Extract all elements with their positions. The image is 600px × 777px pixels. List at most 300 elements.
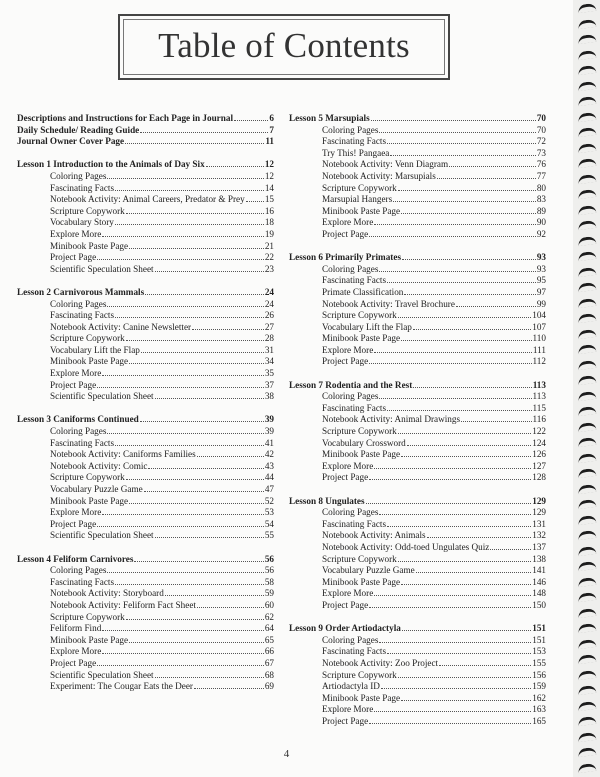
dot-leader: [155, 391, 264, 399]
toc-entry: [17, 461, 274, 473]
toc-section-heading: [289, 113, 546, 125]
dot-leader: [366, 496, 532, 504]
spiral-binding: [573, 0, 600, 777]
dot-leader: [97, 252, 264, 260]
spiral-coil: [578, 282, 597, 292]
toc-entry: [289, 646, 546, 658]
spiral-coil: [578, 747, 597, 757]
toc-entry-label: Lesson 3 Caniforms Continued: [17, 414, 139, 425]
toc-page-number: 151: [532, 623, 546, 634]
toc-page-number: 22: [264, 252, 274, 263]
dot-leader: [246, 194, 264, 202]
section-spacer: [289, 241, 546, 253]
toc-entry-label: Explore More: [322, 217, 374, 228]
toc-entry-label: Notebook Activity: Animal Drawings: [322, 414, 461, 425]
toc-entry-label: Explore More: [322, 344, 374, 355]
toc-page-number: 110: [532, 333, 546, 344]
toc-section-heading: [17, 159, 274, 171]
toc-entry-label: Fascinating Facts: [50, 182, 115, 193]
spiral-coil: [578, 313, 597, 323]
toc-entry: [289, 519, 546, 531]
spiral-coil: [578, 127, 597, 137]
dot-leader: [197, 449, 264, 457]
toc-entry-label: Notebook Activity: Odd-toed Ungulates Quiz: [322, 541, 490, 552]
toc-entry: [289, 507, 546, 519]
toc-entry-label: Scripture Copywork: [322, 310, 397, 321]
toc-entry-label: Fascinating Facts: [322, 518, 387, 529]
toc-section-heading: [17, 287, 274, 299]
toc-entry: [17, 472, 274, 484]
toc-entry-label: Lesson 7 Rodentia and the Rest: [289, 379, 413, 390]
dot-leader: [155, 670, 264, 678]
toc-entry-label: Artiodactyla ID: [322, 681, 380, 692]
dot-leader: [456, 299, 536, 307]
toc-page-number: 146: [532, 576, 546, 587]
spiral-coil: [578, 297, 597, 307]
toc-section-heading: [17, 136, 274, 148]
dot-leader: [369, 716, 531, 724]
dot-leader: [129, 635, 264, 643]
dot-leader: [437, 171, 536, 179]
toc-page-number: 23: [264, 263, 274, 274]
toc-entry-label: Vocabulary Puzzle Game: [322, 565, 415, 576]
dot-leader: [401, 693, 531, 701]
spiral-coil: [578, 545, 597, 555]
toc-right-column: [289, 113, 546, 727]
section-spacer: [17, 403, 274, 415]
toc-page-number: 31: [264, 344, 274, 355]
dot-leader: [379, 264, 535, 272]
section-spacer: [17, 148, 274, 160]
spiral-coil: [578, 468, 597, 478]
toc-entry-label: Coloring Pages: [322, 634, 379, 645]
toc-entry-label: Minibook Paste Page: [50, 356, 129, 367]
toc-entry: [289, 125, 546, 137]
toc-entry-label: Notebook Activity: Animal Careers, Predator & Prey: [50, 194, 245, 205]
toc-entry: [289, 136, 546, 148]
toc-entry-label: Scientific Speculation Sheet: [50, 530, 154, 541]
spiral-coil: [578, 406, 597, 416]
toc-entry: [289, 275, 546, 287]
toc-entry-label: Primate Classification: [322, 286, 404, 297]
toc-entry-label: Coloring Pages: [322, 507, 379, 518]
toc-entry: [17, 612, 274, 624]
dot-leader: [140, 125, 268, 133]
dot-leader: [369, 356, 531, 364]
dot-leader: [140, 414, 264, 422]
toc-entry: [17, 565, 274, 577]
dot-leader: [369, 600, 531, 608]
dot-leader: [194, 681, 264, 689]
toc-entry: [289, 681, 546, 693]
section-spacer: [289, 612, 546, 624]
toc-page-number: 95: [536, 275, 546, 286]
toc-page-number: 28: [264, 333, 274, 344]
toc-page-number: 128: [532, 472, 546, 483]
dot-leader: [115, 217, 264, 225]
spiral-coil: [578, 375, 597, 385]
toc-entry: [17, 241, 274, 253]
toc-page-number: 39: [264, 414, 274, 425]
toc-entry-label: Lesson 2 Carnivorous Mammals: [17, 286, 145, 297]
toc-page-number: 62: [264, 611, 274, 622]
toc-page-number: 18: [264, 217, 274, 228]
toc-entry: [289, 600, 546, 612]
toc-page-number: 148: [532, 588, 546, 599]
dot-leader: [126, 206, 264, 214]
dot-leader: [439, 658, 531, 666]
toc-page-number: 64: [264, 623, 274, 634]
title-frame: [118, 14, 450, 80]
dot-leader: [387, 519, 531, 527]
dot-leader: [374, 588, 531, 596]
toc-entry: [17, 229, 274, 241]
spiral-coil: [578, 530, 597, 540]
dot-leader: [197, 600, 264, 608]
toc-page-number: 24: [264, 298, 274, 309]
dot-leader: [398, 670, 531, 678]
toc-entry: [289, 426, 546, 438]
toc-page-number: 80: [536, 182, 546, 193]
toc-page-number: 56: [264, 565, 274, 576]
toc-page-number: 111: [532, 344, 546, 355]
toc-entry-label: Scripture Copywork: [50, 333, 125, 344]
dot-leader: [379, 125, 535, 133]
spiral-coil: [578, 3, 597, 13]
toc-entry: [17, 299, 274, 311]
toc-entry: [289, 403, 546, 415]
toc-entry-label: Minibook Paste Page: [50, 495, 129, 506]
toc-entry: [17, 530, 274, 542]
toc-entry: [289, 333, 546, 345]
spiral-coil: [578, 437, 597, 447]
dot-leader: [97, 380, 264, 388]
toc-entry: [289, 299, 546, 311]
toc-entry-label: Project Page: [322, 356, 369, 367]
dot-leader: [141, 345, 264, 353]
dot-leader: [134, 554, 263, 562]
dot-leader: [371, 113, 536, 121]
toc-section-heading: [289, 252, 546, 264]
dot-leader: [97, 658, 264, 666]
spiral-coil: [578, 638, 597, 648]
dot-leader: [398, 554, 531, 562]
toc-entry-label: Fascinating Facts: [322, 136, 387, 147]
toc-entry-label: Vocabulary Lift the Flap: [322, 321, 412, 332]
dot-leader: [102, 368, 264, 376]
toc-page-number: 66: [264, 646, 274, 657]
dot-leader: [102, 623, 264, 631]
dot-leader: [129, 241, 264, 249]
toc-entry: [17, 310, 274, 322]
toc-entry-label: Project Page: [50, 252, 97, 263]
toc-page-number: 21: [264, 240, 274, 251]
toc-page-number: 93: [536, 252, 546, 263]
toc-entry: [289, 391, 546, 403]
toc-entry: [17, 519, 274, 531]
toc-entry: [17, 600, 274, 612]
toc-entry-label: Vocabulary Story: [50, 217, 114, 228]
toc-entry-label: Fascinating Facts: [322, 402, 387, 413]
toc-entry: [289, 183, 546, 195]
toc-entry: [17, 322, 274, 334]
dot-leader: [97, 519, 264, 527]
toc-entry: [17, 646, 274, 658]
toc-entry: [17, 623, 274, 635]
spiral-coil: [578, 49, 597, 59]
dot-leader: [234, 113, 268, 121]
dot-leader: [107, 299, 263, 307]
toc-entry: [289, 461, 546, 473]
toc-page-number: 97: [536, 286, 546, 297]
toc-page-number: 116: [532, 414, 546, 425]
toc-page-number: 124: [532, 437, 546, 448]
spiral-coil: [578, 235, 597, 245]
toc-page-number: 138: [532, 553, 546, 564]
toc-entry: [289, 588, 546, 600]
toc-page-number: 156: [532, 669, 546, 680]
toc-page-number: 113: [532, 379, 546, 390]
toc-entry: [289, 345, 546, 357]
dot-leader: [402, 623, 531, 631]
dot-leader: [402, 252, 536, 260]
toc-entry-label: Notebook Activity: Canine Newsletter: [50, 321, 192, 332]
dot-leader: [374, 345, 532, 353]
toc-entry: [17, 507, 274, 519]
dot-leader: [490, 542, 531, 550]
toc-entry-label: Explore More: [322, 460, 374, 471]
dot-leader: [387, 275, 536, 283]
toc-page-number: 113: [532, 391, 546, 402]
toc-entry: [289, 206, 546, 218]
toc-entry: [289, 148, 546, 160]
spiral-coil: [578, 685, 597, 695]
toc-page-number: 14: [264, 182, 274, 193]
toc-entry: [289, 322, 546, 334]
toc-page-number: 107: [532, 321, 546, 332]
dot-leader: [144, 484, 264, 492]
dot-leader: [416, 565, 532, 573]
spiral-coil: [578, 452, 597, 462]
toc-page-number: 92: [536, 228, 546, 239]
toc-page-number: 12: [264, 170, 274, 181]
toc-page-number: 53: [264, 507, 274, 518]
spiral-coil: [578, 762, 597, 772]
toc-entry-label: Notebook Activity: Feliform Fact Sheet: [50, 599, 196, 610]
toc-page-number: 24: [264, 286, 274, 297]
toc-entry: [289, 356, 546, 368]
toc-entry-label: Project Page: [50, 657, 97, 668]
dot-leader: [401, 333, 531, 341]
toc-page-number: 104: [532, 310, 546, 321]
spiral-coil: [578, 561, 597, 571]
toc-section-heading: [17, 414, 274, 426]
toc-page-number: 54: [264, 518, 274, 529]
spiral-coil: [578, 421, 597, 431]
toc-entry: [17, 391, 274, 403]
toc-entry: [289, 658, 546, 670]
toc-entry-label: Coloring Pages: [322, 391, 379, 402]
toc-entry-label: Project Page: [322, 228, 369, 239]
toc-entry-label: Lesson 1 Introduction to the Animals of Day Six: [17, 159, 205, 170]
toc-page-number: 39: [264, 426, 274, 437]
toc-entry-label: Experiment: The Cougar Eats the Deer: [50, 681, 193, 692]
toc-entry-label: Explore More: [322, 588, 374, 599]
dot-leader: [155, 264, 264, 272]
dot-leader: [427, 530, 532, 538]
toc-entry: [289, 229, 546, 241]
toc-page-number: 90: [536, 217, 546, 228]
toc-page-number: 19: [264, 228, 274, 239]
toc-page-number: 15: [264, 194, 274, 205]
toc-entry: [289, 635, 546, 647]
toc-entry-label: Scripture Copywork: [50, 611, 125, 622]
dot-leader: [107, 426, 263, 434]
toc-page-number: 43: [264, 460, 274, 471]
toc-page-number: 155: [532, 657, 546, 668]
spiral-coil: [578, 623, 597, 633]
dot-leader: [102, 229, 264, 237]
dot-leader: [115, 310, 264, 318]
dot-leader: [115, 438, 264, 446]
toc-entry: [17, 426, 274, 438]
spiral-coil: [578, 18, 597, 28]
toc-page-number: 72: [536, 136, 546, 147]
dot-leader: [145, 287, 264, 295]
toc-entry: [17, 345, 274, 357]
toc-section-heading: [289, 496, 546, 508]
dot-leader: [102, 646, 264, 654]
toc-entry: [17, 171, 274, 183]
toc-entry: [17, 449, 274, 461]
spiral-coil: [578, 158, 597, 168]
toc-page-number: 55: [264, 530, 274, 541]
section-spacer: [289, 484, 546, 496]
spiral-coil: [578, 266, 597, 276]
toc-entry-label: Daily Schedule/ Reading Guide: [17, 124, 140, 135]
toc-entry-label: Fascinating Facts: [50, 576, 115, 587]
dot-leader: [374, 217, 536, 225]
dot-leader: [165, 588, 264, 596]
toc-page-number: 26: [264, 310, 274, 321]
toc-entry-label: Scripture Copywork: [322, 426, 397, 437]
toc-page-number: 38: [264, 391, 274, 402]
toc-entry-label: Notebook Activity: Zoo Project: [322, 657, 439, 668]
toc-entry: [289, 577, 546, 589]
toc-page-number: 37: [264, 379, 274, 390]
toc-entry: [289, 287, 546, 299]
toc-entry-label: Fascinating Facts: [50, 437, 115, 448]
toc-page-number: 115: [532, 402, 546, 413]
toc-page-number: 122: [532, 426, 546, 437]
spiral-coil: [578, 390, 597, 400]
dot-leader: [374, 704, 531, 712]
toc-page-number: 150: [532, 599, 546, 610]
toc-page-number: 131: [532, 518, 546, 529]
toc-left-column: [17, 113, 274, 693]
toc-page-number: 68: [264, 669, 274, 680]
toc-page-number: 58: [264, 576, 274, 587]
toc-entry-label: Explore More: [50, 228, 102, 239]
toc-section-heading: [289, 623, 546, 635]
dot-leader: [115, 183, 264, 191]
toc-entry-label: Minibook Paste Page: [322, 576, 401, 587]
toc-entry: [289, 554, 546, 566]
dot-leader: [107, 565, 263, 573]
toc-entry: [17, 380, 274, 392]
toc-page-number: 129: [532, 507, 546, 518]
spiral-coil: [578, 592, 597, 602]
dot-leader: [401, 449, 531, 457]
dot-leader: [398, 426, 531, 434]
toc-entry-label: Vocabulary Lift the Flap: [50, 344, 140, 355]
toc-entry: [17, 217, 274, 229]
spiral-coil: [578, 716, 597, 726]
toc-section-heading: [17, 554, 274, 566]
dot-leader: [404, 287, 535, 295]
toc-page-number: 70: [536, 124, 546, 135]
toc-entry-label: Scientific Speculation Sheet: [50, 391, 154, 402]
dot-leader: [398, 310, 531, 318]
toc-entry-label: Fascinating Facts: [322, 646, 387, 657]
spiral-coil: [578, 607, 597, 617]
toc-entry-label: Coloring Pages: [50, 426, 107, 437]
toc-page-number: 89: [536, 205, 546, 216]
spiral-coil: [578, 142, 597, 152]
dot-leader: [369, 229, 536, 237]
spiral-coil: [578, 700, 597, 710]
toc-entry-label: Notebook Activity: Marsupials: [322, 170, 436, 181]
toc-page-number: 35: [264, 368, 274, 379]
toc-entry-label: Coloring Pages: [50, 298, 107, 309]
dot-leader: [381, 681, 531, 689]
toc-page-number: 52: [264, 495, 274, 506]
toc-entry-label: Minibook Paste Page: [322, 205, 401, 216]
toc-entry-label: Minibook Paste Page: [322, 692, 401, 703]
toc-page-number: 47: [264, 484, 274, 494]
dot-leader: [115, 577, 264, 585]
toc-page-number: 12: [264, 159, 274, 170]
spiral-coil: [578, 65, 597, 75]
toc-entry-label: Fascinating Facts: [322, 275, 387, 286]
section-spacer: [289, 368, 546, 380]
toc-entry-label: Project Page: [322, 599, 369, 610]
toc-entry-label: Explore More: [50, 368, 102, 379]
toc-entry: [289, 530, 546, 542]
toc-page-number: 76: [536, 159, 546, 170]
toc-entry: [289, 171, 546, 183]
toc-page-number: 141: [532, 565, 546, 576]
spiral-coil: [578, 189, 597, 199]
toc-entry-label: Coloring Pages: [322, 263, 379, 274]
toc-entry: [17, 356, 274, 368]
dot-leader: [125, 136, 264, 144]
spiral-coil: [578, 251, 597, 261]
toc-entry-label: Vocabulary Crossword: [322, 437, 406, 448]
toc-page-number: 59: [264, 588, 274, 599]
toc-page-number: 165: [532, 715, 546, 726]
toc-entry-label: Scientific Speculation Sheet: [50, 669, 154, 680]
toc-page-number: 56: [264, 553, 274, 564]
toc-entry-label: Minibook Paste Page: [50, 240, 129, 251]
dot-leader: [107, 171, 263, 179]
toc-entry: [17, 183, 274, 195]
toc-entry-label: Vocabulary Puzzle Game: [50, 484, 143, 494]
toc-entry-label: Project Page: [322, 715, 369, 726]
toc-entry-label: Lesson 4 Feliform Carnivores: [17, 553, 134, 564]
toc-page-number: 83: [536, 194, 546, 205]
toc-page-number: 65: [264, 634, 274, 645]
